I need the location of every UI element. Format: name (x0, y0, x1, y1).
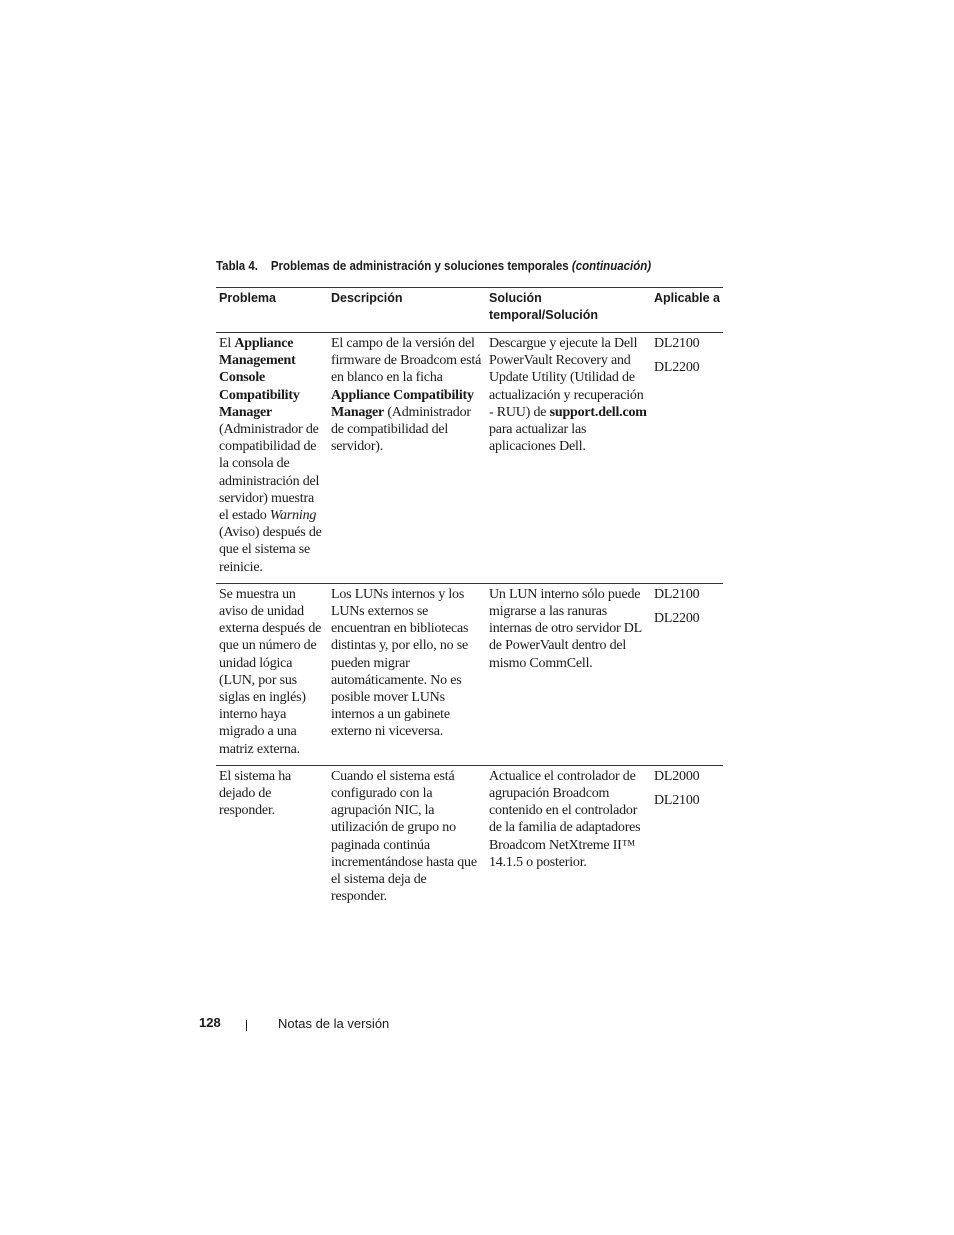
text-run: Cuando el sistema está configurado con la agrupación NIC, la utilización de grupo no paginada continúa incrementándose hasta que el sistema deja de responder. (331, 768, 477, 905)
text-run: (Administrador de compatibilidad del servidor). (331, 404, 471, 455)
header-description: Descripción (328, 288, 486, 333)
cell-problem (216, 765, 328, 912)
text-run: El campo de la versión del firmware de Broadcom está en blanco en la ficha (331, 336, 482, 386)
cell-description (328, 333, 486, 584)
header-solution: Solución temporal/Solución (486, 288, 651, 333)
caption-label: Tabla 4. (216, 259, 258, 273)
cell-problem (216, 333, 328, 584)
text-run: El sistema ha dejado de responder. (219, 768, 292, 819)
applies-item: DL2100 (654, 793, 700, 809)
table-caption (216, 259, 651, 273)
text-run: (Aviso) después de que el sistema se reinicie. (219, 525, 322, 575)
text-run: para actualizar las aplicaciones Dell. (489, 422, 587, 455)
bold-text: Appliance Management Console Compatibility Manager (219, 336, 300, 420)
cell-solution (486, 765, 651, 912)
header-applies: Aplicable a (651, 288, 723, 333)
table-header-row (216, 288, 723, 333)
italic-text: Warning (269, 508, 317, 524)
text-run: El (219, 336, 235, 351)
page-number: 128 (199, 1015, 221, 1030)
cell-applies (651, 765, 723, 912)
caption-continued: (continuación) (571, 259, 652, 273)
cell-applies (651, 583, 723, 765)
text-run: Los LUNs internos y los LUNs externos se encuentran en bibliotecas distintas y, por ello, no se pueden migrar automáticamente. No es posible mover LUNs internos a un gabinete externo ni viceversa. (331, 586, 469, 740)
text-run: Un LUN interno sólo puede migrarse a las ranuras internas de otro servidor DL de PowerVault dentro del mismo CommCell. (489, 586, 642, 671)
caption-title: Problemas de administración y soluciones temporales (270, 259, 569, 273)
text-run: Actualice el controlador de agrupación Broadcom contenido en el controlador de la familia de adaptadores Broadcom NetXtreme II™ 14.1.5 o posterior. (489, 768, 641, 870)
footer-title: Notas de la versión (278, 1016, 390, 1031)
applies-item: DL2100 (654, 336, 700, 351)
issues-table (216, 287, 723, 913)
applies-item: DL2200 (654, 360, 700, 376)
cell-solution (486, 583, 651, 765)
applies-item: DL2000 (654, 768, 700, 784)
cell-problem (216, 583, 328, 765)
cell-description (328, 583, 486, 765)
bold-text: Appliance Compatibility Manager (331, 387, 474, 420)
applies-item: DL2100 (654, 586, 700, 602)
text-run: (Administrador de compatibilidad de la consola de administración del servidor) muestra el estado (219, 422, 320, 524)
table-row (216, 583, 723, 765)
footer-divider (246, 1020, 247, 1031)
bold-text: support.dell.com (549, 404, 647, 420)
applies-item: DL2200 (654, 611, 700, 627)
table-row (216, 765, 723, 912)
cell-applies (651, 333, 723, 584)
cell-solution (486, 333, 651, 584)
table-row (216, 333, 723, 584)
text-run: Descargue y ejecute la Dell PowerVault Recovery and Update Utility (Utilidad de actualización y recuperación - RUU) de (489, 336, 644, 420)
header-problem: Problema (216, 288, 328, 333)
text-run: Se muestra un aviso de unidad externa después de que un número de unidad lógica (LUN, por sus siglas en inglés) interno haya migrado a una matriz externa. (219, 586, 322, 757)
cell-description (328, 765, 486, 912)
